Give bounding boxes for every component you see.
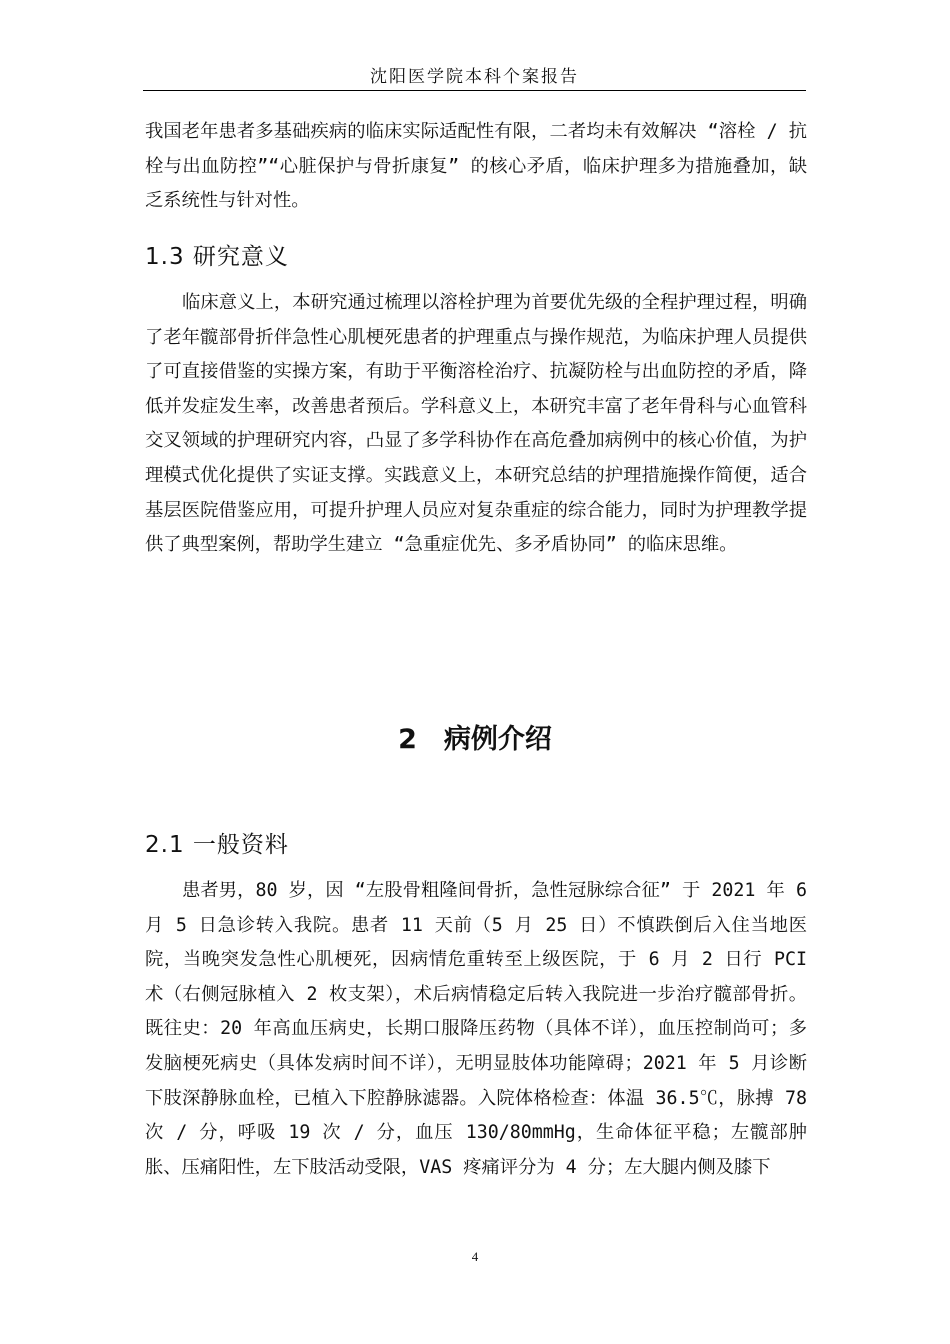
section-heading-1-3: 1.3 研究意义: [145, 244, 289, 270]
page-number: 4: [471, 1249, 479, 1264]
chapter-heading-2: 2 病例介绍: [398, 724, 552, 755]
section-heading-2-1: 2.1 一般资料: [145, 832, 289, 858]
header-divider: [143, 90, 806, 91]
paragraph-general-information: 患者男，80 岁，因 “左股骨粗隆间骨折，急性冠脉综合征” 于 2021 年 6 月 5 日急诊转入我院。患者 11 天前（5 月 25 日）不慎跌倒后入住当地医院，当晚突发急性心肌梗死，因病情危重转至上级医院，于 6 月 2 日行 PCI 术（右侧冠脉植入 2 枚支架），术后病情稳定后转入我院进一步治疗髋部骨折。既往史：20 年高血压病史，长期口服降压药物（具体不详），血压控制尚可；多发脑梗死病史（具体发病时间不详），无明显肢体功能障碍；2021 年 5 月诊断下肢深静脉血栓，已植入下腔静脉滤器。入院体格检查：体温 36.5℃，脉搏 78 次 / 分，呼吸 19 次 / 分，血压 130/80mmHg，生命体征平稳；左髋部肿胀、压痛阳性，左下肢活动受限，VAS 疼痛评分为 4 分；左大腿内侧及膝下: [145, 880, 807, 1178]
paragraph-research-significance: 临床意义上，本研究通过梳理以溶栓护理为首要优先级的全程护理过程，明确了老年髋部骨折伴急性心肌梗死患者的护理重点与操作规范，为临床护理人员提供了可直接借鉴的实操方案，有助于平衡溶栓治疗、抗凝防栓与出血防控的矛盾，降低并发症发生率，改善患者预后。学科意义上，本研究丰富了老年骨科与心血管科交叉领域的护理研究内容，凸显了多学科协作在高危叠加病例中的核心价值，为护理模式优化提供了实证支撑。实践意义上，本研究总结的护理措施操作简便，适合基层医院借鉴应用，可提升护理人员应对复杂重症的综合能力，同时为护理教学提供了典型案例，帮助学生建立 “急重症优先、多矛盾协同” 的临床思维。: [145, 292, 807, 556]
paragraph-background-end: 我国老年患者多基础疾病的临床实际适配性有限，二者均未有效解决 “溶栓 / 抗栓与出血防控”“心脏保护与骨折康复” 的核心矛盾，临床护理多为措施叠加，缺乏系统性与针对性。: [145, 121, 807, 212]
page-header: 沈阳医学院本科个案报告: [370, 67, 579, 87]
